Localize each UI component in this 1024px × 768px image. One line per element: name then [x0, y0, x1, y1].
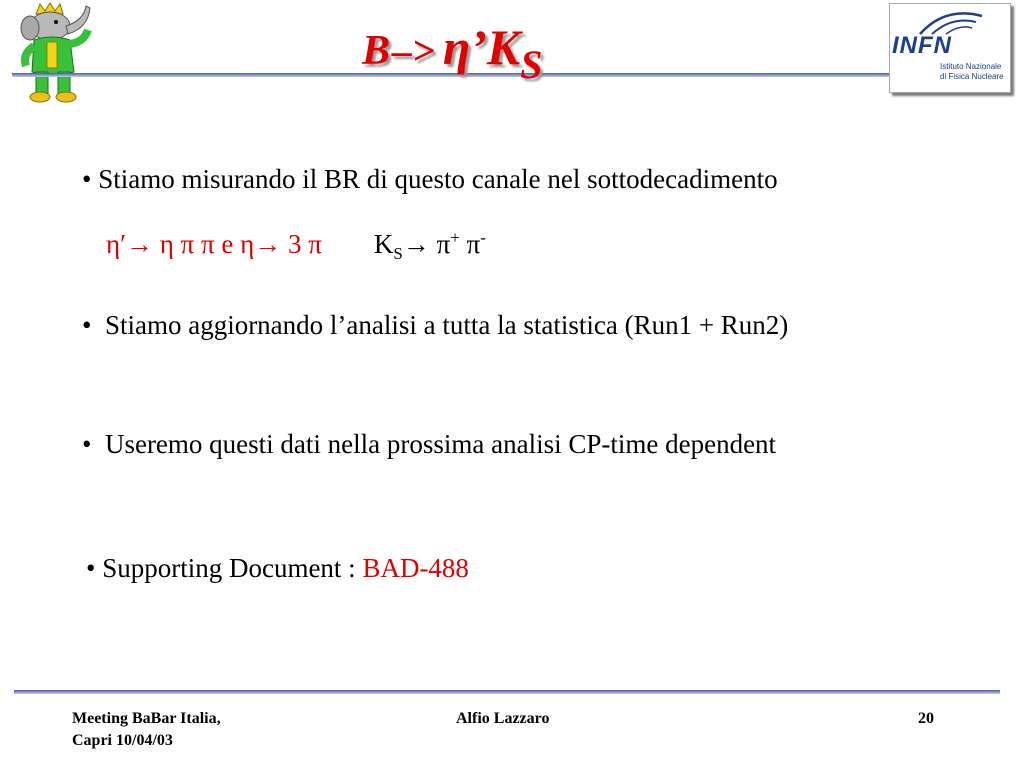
footer-meeting: Meeting BaBar Italia,	[72, 710, 221, 727]
infn-logo-subtitle-2: di Fisica Nucleare	[940, 72, 1004, 81]
bullet-text: Stiamo aggiornando l’analisi a tutta la statistica (Run1 + Run2)	[104, 310, 789, 340]
bullet-cp-analysis	[82, 431, 776, 458]
footer-divider	[14, 690, 1000, 694]
babar-elephant-logo	[14, 2, 94, 104]
slide-title: $B-> \eta’K_S$	[362, 19, 543, 87]
page-number: 20	[918, 710, 934, 727]
eta-decay-chain: η′→ η π π e η→ 3 π	[106, 229, 322, 259]
pi-plus-charge: +	[450, 228, 460, 247]
decay-formula	[106, 229, 486, 262]
bullet-supporting-doc	[86, 555, 469, 582]
infn-logo	[889, 3, 1011, 93]
footer-author: Alfio Lazzaro	[456, 710, 550, 727]
bullet-measurement	[82, 166, 778, 193]
pi-minus: π	[459, 229, 481, 259]
infn-logo-subtitle-1: Istituto Nazionale	[940, 62, 1002, 71]
bullet-text: Supporting Document :	[102, 553, 363, 583]
bullet-update-analysis	[82, 312, 788, 339]
footer-place-date: Capri 10/04/03	[72, 732, 173, 749]
pi-minus-charge: -	[480, 228, 486, 247]
bullet-text: Useremo questi dati nella prossima analisi CP-time dependent	[104, 429, 777, 459]
ks-subscript: S	[393, 244, 403, 263]
infn-logo-text: INFN	[892, 32, 952, 59]
ks-decay: → π	[402, 229, 451, 259]
bullet-text: Stiamo misurando il BR di questo canale nel sottodecadimento	[98, 164, 778, 194]
bullet-marker: •	[82, 310, 92, 340]
bullet-marker: •	[86, 553, 96, 583]
bullet-marker: •	[82, 164, 92, 194]
bad-488-link[interactable]: BAD-488	[362, 553, 469, 583]
ks-symbol: K	[373, 229, 394, 259]
bullet-marker: •	[82, 429, 92, 459]
